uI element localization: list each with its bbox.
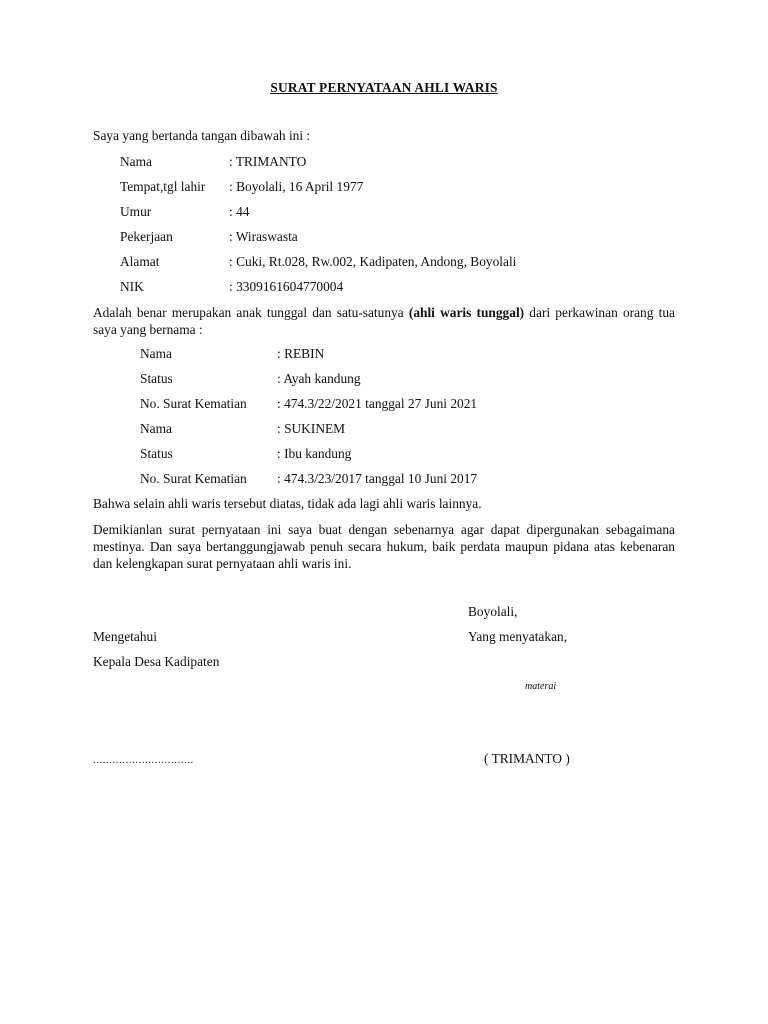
declarant-label-address: Alamat	[120, 254, 160, 269]
statement-bold: (ahli waris tunggal)	[408, 305, 525, 320]
left-signature-title: Kepala Desa Kadipaten	[93, 654, 220, 669]
mother-label-death-cert: No. Surat Kematian	[140, 471, 247, 486]
left-signature-heading: Mengetahui	[93, 629, 157, 644]
statement-post: dari perkawinan orang tua saya yang bernama :	[93, 305, 675, 337]
declarant-label-age: Umur	[120, 204, 152, 219]
father-value-name: : REBIN	[277, 346, 325, 361]
signature-place: Boyolali,	[468, 604, 518, 619]
mother-value-status: : Ibu kandung	[277, 446, 352, 461]
statement-pre: Adalah benar merupakan anak tunggal dan satu-satunya	[93, 305, 409, 320]
declarant-label-birth: Tempat,tgl lahir	[120, 179, 206, 194]
mother-value-name: : SUKINEM	[277, 421, 346, 436]
father-label-status: Status	[140, 371, 173, 386]
mother-label-name: Nama	[140, 421, 172, 436]
father-label-name: Nama	[140, 346, 172, 361]
declarant-value-job: : Wiraswasta	[229, 229, 298, 244]
father-label-death-cert: No. Surat Kematian	[140, 396, 247, 411]
declarant-value-age: : 44	[229, 204, 250, 219]
father-value-status: : Ayah kandung	[277, 371, 361, 386]
document-title: SURAT PERNYATAAN AHLI WARIS	[270, 80, 498, 95]
mother-label-status: Status	[140, 446, 173, 461]
declarant-label-job: Pekerjaan	[120, 229, 173, 244]
left-signature-name-line: ...............................	[93, 754, 194, 766]
statement-paragraph	[93, 304, 675, 338]
declarant-value-name: : TRIMANTO	[229, 154, 307, 169]
declarant-label-name: Nama	[120, 154, 152, 169]
declarant-value-birth: : Boyolali, 16 April 1977	[229, 179, 364, 194]
mother-value-death-cert: : 474.3/23/2017 tanggal 10 Juni 2017	[277, 471, 478, 486]
stamp-label: materai	[525, 681, 557, 692]
right-signature-heading: Yang menyatakan,	[468, 629, 568, 644]
father-value-death-cert: : 474.3/22/2021 tanggal 27 Juni 2021	[277, 396, 478, 411]
intro-text: Saya yang bertanda tangan dibawah ini :	[93, 128, 311, 143]
closing-paragraph: Demikianlan surat pernyataan ini saya buat dengan sebenarnya agar dapat dipergunakan sebagaimana mestinya. Dan saya bertanggungjawab penuh secara hukum, baik perdata maupun pidana atas kebenaran dan kelengkapan surat pernyataan ahli waris ini.	[93, 522, 675, 571]
declarant-value-address: : Cuki, Rt.028, Rw.002, Kadipaten, Andong, Boyolali	[229, 254, 517, 269]
declarant-value-nik: : 3309161604770004	[229, 279, 344, 294]
right-signature-name: ( TRIMANTO )	[484, 751, 570, 766]
declarant-label-nik: NIK	[120, 279, 144, 294]
no-other-heirs-text: Bahwa selain ahli waris tersebut diatas, tidak ada lagi ahli waris lainnya.	[93, 496, 482, 511]
